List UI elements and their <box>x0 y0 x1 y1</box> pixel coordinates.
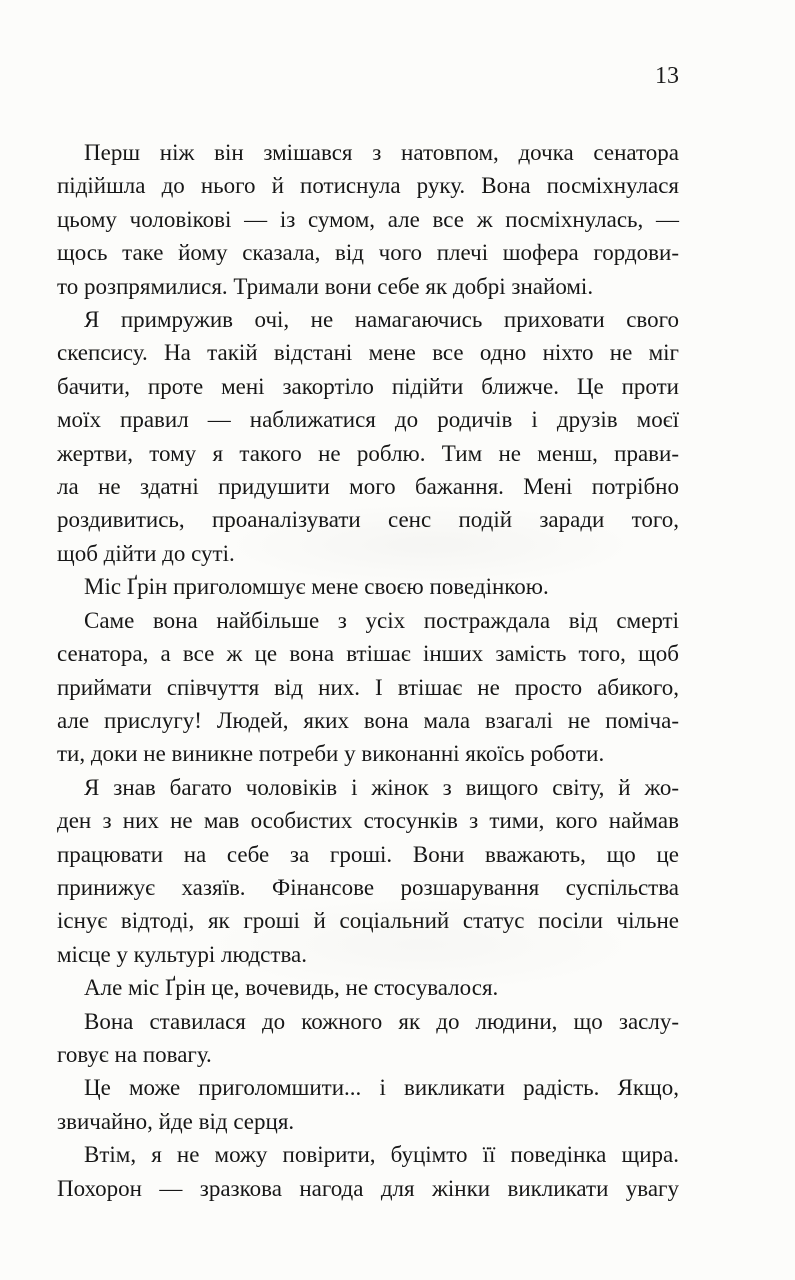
text-line: ден з них не мав особистих стосунків з тими, кого наймав <box>57 808 679 834</box>
text-line: сенатора, а все ж це вона втішає інших замість того, щоб <box>57 641 679 667</box>
text-line: щось таке йому сказала, від чого плечі шофера гордови- <box>57 240 679 266</box>
text-line: щоб дійти до суті. <box>57 540 235 566</box>
text-line: але прислугу! Людей, яких вона мала взагалі не поміча- <box>57 707 679 733</box>
text-line: Я примружив очі, не намагаючись приховати свого <box>84 307 679 333</box>
paragraph-2 <box>57 303 679 570</box>
paragraph-1 <box>57 136 679 303</box>
paragraph-9 <box>57 1138 679 1205</box>
text-line: роздивитись, проаналізувати сенс подій заради того, <box>57 507 679 533</box>
text-line: приймати співчуття від них. І втішає не просто абикого, <box>57 674 679 700</box>
text-line: місце у культурі людства. <box>57 941 307 967</box>
text-line: Похорон — зразкова нагода для жінки викликати увагу <box>57 1175 679 1201</box>
text-line: підійшла до нього й потиснула руку. Вона посміхнулася <box>57 173 679 199</box>
text-line: цьому чоловікові — із сумом, але все ж посміхнулась, — <box>57 206 679 232</box>
text-line: принижує хазяїв. Фінансове розшарування суспільства <box>57 874 679 900</box>
paragraph-6 <box>57 971 679 1004</box>
text-line: працювати на себе за гроші. Вони вважають, що це <box>57 841 679 867</box>
text-line: ла не здатні придушити мого бажання. Мені потрібно <box>57 474 679 500</box>
text-line: Міс Ґрін приголомшує мене своєю поведінкою. <box>84 574 549 600</box>
text-line: бачити, проте мені закортіло підійти ближче. Це проти <box>57 373 679 399</box>
text-line: скепсису. На такій відстані мене все одно ніхто не міг <box>57 340 679 366</box>
text-line: жертви, тому я такого не роблю. Тим не менш, прави- <box>57 440 679 466</box>
text-line: Це може приголомшити... і викликати радість. Якщо, <box>84 1075 679 1101</box>
text-line: ти, доки не виникне потреби у виконанні якоїсь роботи. <box>57 741 605 767</box>
text-line: говує на повагу. <box>57 1041 212 1067</box>
text-line: то розпрямилися. Тримали вони себе як добрі знайомі. <box>57 273 594 299</box>
page-number: 13 <box>655 63 679 89</box>
text-line: Втім, я не можу повірити, буцімто її поведінка щира. <box>84 1142 679 1168</box>
paragraph-5 <box>57 771 679 971</box>
paragraph-8 <box>57 1071 679 1138</box>
text-line: Вона ставилася до кожного як до людини, що заслу- <box>84 1008 679 1034</box>
text-line: звичайно, йде від серця. <box>57 1108 295 1134</box>
paragraph-3 <box>57 570 679 603</box>
paragraph-4 <box>57 604 679 771</box>
text-line: Перш ніж він змішався з натовпом, дочка сенатора <box>84 140 679 165</box>
text-line: існує відтоді, як гроші й соціальний статус посіли чільне <box>57 908 679 934</box>
text-line: Але міс Ґрін це, вочевидь, не стосувалося. <box>84 975 499 1001</box>
page-text <box>57 136 679 1205</box>
text-line: Я знав багато чоловіків і жінок з вищого світу, й жо- <box>84 774 679 800</box>
text-line: Саме вона найбільше з усіх постраждала від смерті <box>84 607 679 633</box>
text-line: моїх правил — наближатися до родичів і друзів моєї <box>57 407 679 433</box>
paragraph-7 <box>57 1005 679 1072</box>
